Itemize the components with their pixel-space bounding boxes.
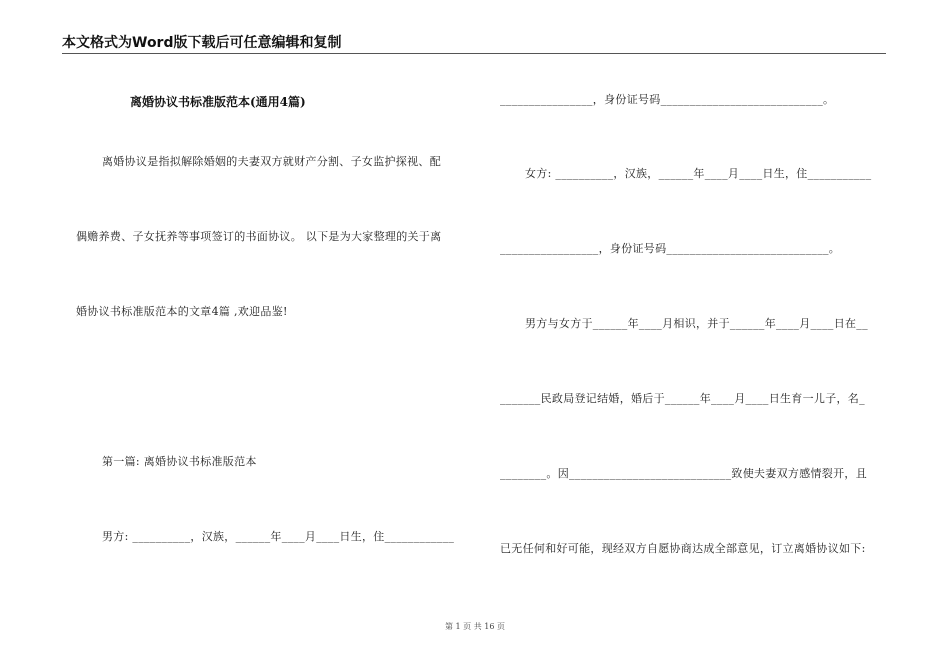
husband-id-line: ________________，身份证号码____________________________。 (500, 93, 835, 106)
section-heading: 第一篇: 离婚协议书标准版范本 (102, 455, 257, 468)
header-rule (62, 53, 886, 54)
marriage-line-1: 男方与女方于______年____月相识，并于______年____月____日在__ (525, 317, 868, 330)
marriage-line-2: _______民政局登记结婚，婚后于______年____月____日生育一儿子，名_ (500, 392, 865, 405)
download-banner: 本文格式为Word版下载后可任意编辑和复制 (62, 35, 342, 51)
wife-id-line: _________________，身份证号码____________________________。 (500, 242, 841, 255)
wife-info-line: 女方: __________，汉族，______年____月____日生，住___________ (525, 167, 872, 180)
intro-line-2: 偶赡养费、子女抚养等事项签订的书面协议。 以下是为大家整理的关于离 (76, 230, 442, 243)
page-indicator: 第 1 页 共 16 页 (445, 622, 505, 631)
intro-line-1: 离婚协议是指拟解除婚姻的夫妻双方就财产分割、子女监护探视、配 (102, 155, 441, 168)
husband-info-line: 男方: __________，汉族，______年____月____日生，住____________ (102, 530, 455, 543)
document-title: 离婚协议书标准版范本(通用4篇) (130, 95, 306, 109)
marriage-line-4: 已无任何和好可能，现经双方自愿协商达成全部意见，订立离婚协议如下: (500, 542, 866, 555)
intro-line-3: 婚协议书标准版范本的文章4篇 ,欢迎品鉴! (76, 305, 288, 318)
marriage-line-3: ________。因____________________________致使夫妻双方感情裂开，且 (500, 467, 867, 480)
